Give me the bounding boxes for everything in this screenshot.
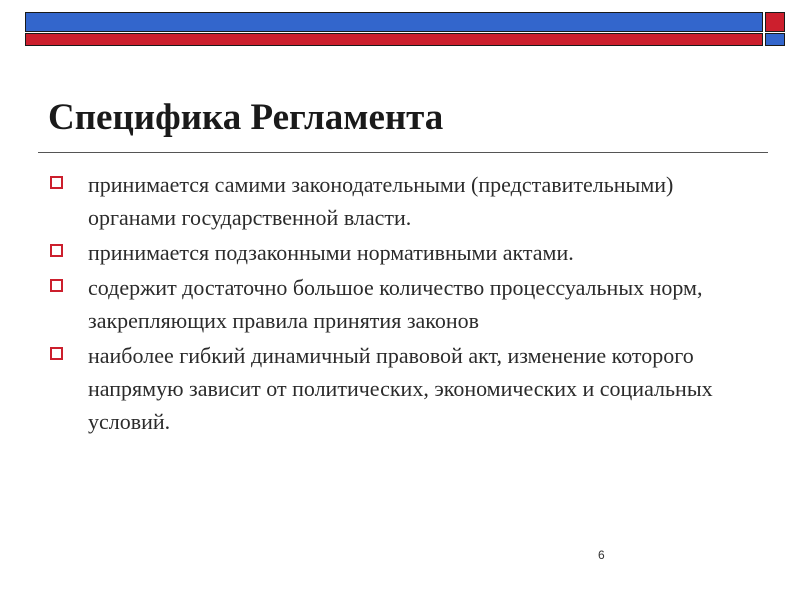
bullet-text: принимается самими законодательными (представительными) органами государственной власти. <box>88 172 674 230</box>
bullet-text: содержит достаточно большое количество процессуальных норм, закрепляющих правила принятия законов <box>88 275 703 333</box>
header-bar-blue <box>25 12 763 32</box>
header-square-red <box>765 12 785 32</box>
header-bar-red <box>25 33 763 46</box>
bullet-list <box>48 168 748 440</box>
title-divider <box>38 152 768 153</box>
bullet-item <box>48 271 748 337</box>
hollow-square-icon <box>50 244 63 257</box>
hollow-square-icon <box>50 176 63 189</box>
hollow-square-icon <box>50 347 63 360</box>
bullet-item <box>48 168 748 234</box>
slide-title: Специфика Регламента <box>48 97 444 138</box>
bullet-item <box>48 236 748 269</box>
bullet-text: наиболее гибкий динамичный правовой акт, изменение которого напрямую зависит от политических, экономических и социальных условий. <box>88 343 713 434</box>
page-number: 6 <box>598 548 605 562</box>
bullet-item <box>48 339 748 438</box>
hollow-square-icon <box>50 279 63 292</box>
header-square-blue <box>765 33 785 46</box>
bullet-text: принимается подзаконными нормативными актами. <box>88 240 574 265</box>
